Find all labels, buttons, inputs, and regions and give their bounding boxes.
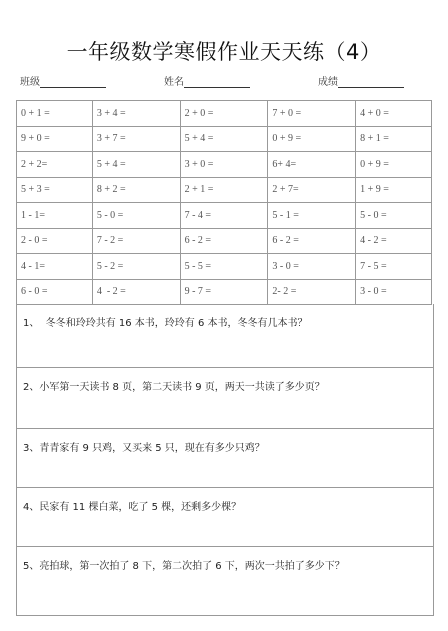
arithmetic-grid <box>16 100 432 305</box>
problem-cell: 3 + 4 = <box>92 101 180 127</box>
problem-cell: 2 + 2= <box>17 152 93 178</box>
score-label: 成绩 <box>318 77 338 88</box>
problem-cell: 4 - 2 = <box>92 279 180 305</box>
problem-cell: 1 + 9 = <box>356 177 432 203</box>
problem-cell: 3 - 0 = <box>356 279 432 305</box>
name-blank[interactable] <box>184 77 250 88</box>
problem-cell: 2 + 0 = <box>180 101 268 127</box>
problem-cell: 5 - 2 = <box>92 254 180 280</box>
page-title: 一年级数学寒假作业天天练（4） <box>66 40 382 64</box>
word-problem-4[interactable] <box>16 488 434 547</box>
problem-cell: 3 - 0 = <box>268 254 356 280</box>
problem-cell: 4 + 0 = <box>356 101 432 127</box>
word-problem-text: 4、民家有 11 棵白菜，吃了 5 棵，还剩多少棵？ <box>23 502 242 513</box>
problem-cell: 6 - 2 = <box>268 228 356 254</box>
word-problem-text: 2、小军第一天读书 8 页，第二天读书 9 页，两天一共读了多少页？ <box>23 382 325 393</box>
problem-cell: 1 - 1= <box>17 203 93 229</box>
problem-cell: 7 - 5 = <box>356 254 432 280</box>
problem-cell: 7 - 4 = <box>180 203 268 229</box>
problem-cell: 3 + 7 = <box>92 126 180 152</box>
problem-cell: 0 + 9 = <box>268 126 356 152</box>
table-row <box>17 203 432 229</box>
name-field <box>164 73 250 88</box>
class-field <box>20 73 106 88</box>
problem-cell: 5 + 4 = <box>180 126 268 152</box>
problem-cell: 9 + 0 = <box>17 126 93 152</box>
problem-cell: 2 + 1 = <box>180 177 268 203</box>
problem-cell: 5 + 3 = <box>17 177 93 203</box>
problem-cell: 9 - 7 = <box>180 279 268 305</box>
problem-cell: 5 - 5 = <box>180 254 268 280</box>
class-blank[interactable] <box>40 77 106 88</box>
word-problem-2[interactable] <box>16 368 434 429</box>
problem-cell: 4 - 2 = <box>356 228 432 254</box>
word-problem-text: 3、青青家有 9 只鸡，又买来 5 只，现在有多少只鸡？ <box>23 443 265 454</box>
problem-cell: 2 + 7= <box>268 177 356 203</box>
problem-cell: 2 - 0 = <box>17 228 93 254</box>
problem-cell: 8 + 1 = <box>356 126 432 152</box>
problem-cell: 5 - 0 = <box>92 203 180 229</box>
name-label: 姓名 <box>164 77 184 88</box>
table-row <box>17 254 432 280</box>
word-problem-5[interactable] <box>16 547 434 616</box>
problem-cell: 2- 2 = <box>268 279 356 305</box>
word-problem-3[interactable] <box>16 429 434 488</box>
table-row <box>17 152 432 178</box>
problem-cell: 0 + 9 = <box>356 152 432 178</box>
problem-cell: 7 - 2 = <box>92 228 180 254</box>
table-row <box>17 279 432 305</box>
problem-cell: 4 - 1= <box>17 254 93 280</box>
problem-cell: 0 + 1 = <box>17 101 93 127</box>
problem-cell: 6 - 0 = <box>17 279 93 305</box>
table-row <box>17 228 432 254</box>
problem-cell: 6 - 2 = <box>180 228 268 254</box>
table-row <box>17 101 432 127</box>
word-problem-text: 5、亮拍球，第一次拍了 8 下，第二次拍了 6 下，两次一共拍了多少下？ <box>23 561 345 572</box>
word-problem-text: 1、 冬冬和玲玲共有 16 本书，玲玲有 6 本书，冬冬有几本书？ <box>23 318 308 329</box>
problem-cell: 5 - 1 = <box>268 203 356 229</box>
table-row <box>17 126 432 152</box>
problem-cell: 3 + 0 = <box>180 152 268 178</box>
problem-cell: 7 + 0 = <box>268 101 356 127</box>
problem-cell: 5 + 4 = <box>92 152 180 178</box>
class-label: 班级 <box>20 77 40 88</box>
table-row <box>17 177 432 203</box>
score-field <box>318 73 404 88</box>
problem-cell: 5 - 0 = <box>356 203 432 229</box>
problem-cell: 6+ 4= <box>268 152 356 178</box>
score-blank[interactable] <box>338 77 404 88</box>
problem-cell: 8 + 2 = <box>92 177 180 203</box>
word-problem-1[interactable] <box>16 304 434 368</box>
